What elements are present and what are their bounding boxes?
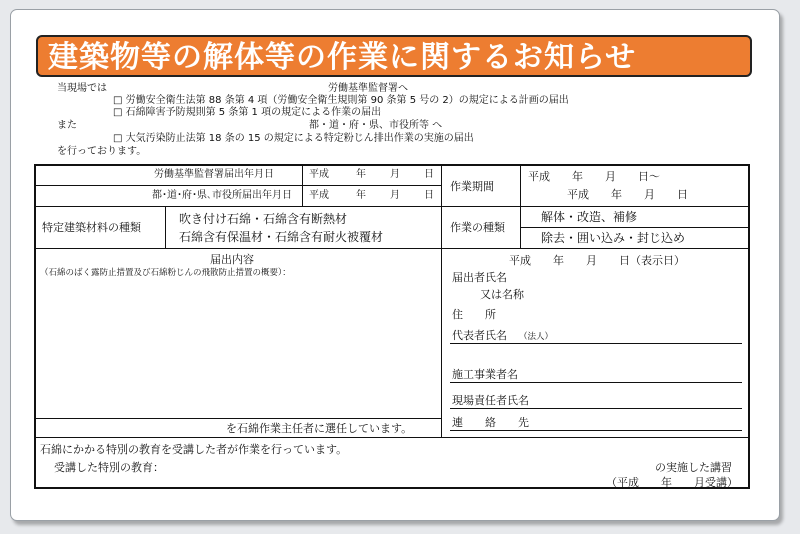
representative-line — [450, 343, 742, 344]
address-label: 住 所 — [452, 308, 496, 321]
work-type-label: 作業の種類 — [450, 221, 505, 234]
local-date-label: 都･道･府･県､市役所届出年月日 — [152, 190, 292, 201]
education-received-label: 受講した特別の教育： — [54, 461, 164, 474]
notice-title-banner: 建築物等の解体等の作業に関するお知らせ — [36, 35, 752, 77]
info-table — [34, 164, 750, 489]
local-date-year: 年 — [356, 190, 366, 201]
notice-closing: を行っております。 — [57, 146, 147, 157]
work-type-option-1: 解体・改造、補修 — [541, 210, 638, 224]
column-divider — [302, 166, 303, 206]
notice-recipient-local: 都・道・府・県、市役所等 へ — [309, 120, 443, 131]
labor-date-label: 労働基準監督署届出年月日 — [154, 169, 274, 180]
row-divider — [36, 185, 442, 186]
representative-label: 代表者氏名 — [452, 329, 507, 342]
material-type-line-2: 石綿含有保温材・石綿含有耐火被覆材 — [179, 230, 384, 244]
contact-line — [450, 430, 742, 431]
column-divider — [441, 166, 442, 437]
work-period-end: 平成 年 月 日 — [567, 188, 688, 201]
local-date-day: 日 — [424, 190, 434, 201]
notification-contents-subtitle: （石綿のばく露防止措置及び石綿粉じんの飛散防止措置の概要）： — [40, 268, 291, 278]
contact-label: 連 絡 先 — [452, 416, 529, 429]
or-name-label: 又は名称 — [480, 288, 524, 301]
contractor-label: 施工事業者名 — [452, 368, 518, 381]
notice-checkbox-1: □ 労働安全衛生法第 88 条第 4 項（労働安全衛生規則第 90 条第 5 号の 2）の規定による計画の届出 — [113, 95, 569, 106]
course-provider-label: の実施した講習 — [655, 461, 732, 474]
labor-date-month: 月 — [390, 169, 400, 180]
column-divider — [165, 206, 166, 248]
column-divider — [520, 166, 521, 248]
course-date: （平成 年 月受講） — [606, 476, 738, 489]
notice-intro: 当現場では — [57, 83, 107, 94]
notice-recipient-labor: 労働基準監督署へ — [328, 83, 408, 94]
supervisor-statement: を石綿作業主任者に選任しています。 — [226, 422, 413, 435]
work-period-start: 平成 年 月 日〜 — [528, 170, 660, 183]
notice-checkbox-3: □ 大気汚染防止法第 18 条の 15 の規定による特定粉じん排出作業の実施の届出 — [113, 133, 474, 144]
labor-date-year: 年 — [356, 169, 366, 180]
applicant-name-label: 届出者氏名 — [452, 271, 507, 284]
local-date-era: 平成 — [309, 190, 329, 201]
notification-contents-title: 届出内容 — [210, 253, 254, 266]
site-manager-line — [450, 408, 742, 409]
corporation-note: （法人） — [519, 332, 554, 342]
row-divider — [36, 248, 749, 249]
notice-also: また — [57, 120, 77, 131]
display-date: 平成 年 月 日（表示日） — [509, 254, 685, 267]
labor-date-era: 平成 — [309, 169, 329, 180]
contractor-line — [450, 382, 742, 383]
material-type-label: 特定建築材料の種類 — [42, 221, 141, 234]
row-divider — [36, 206, 749, 207]
work-period-label: 作業期間 — [450, 180, 494, 193]
row-divider — [520, 227, 749, 228]
work-type-option-2: 除去・囲い込み・封じ込め — [541, 231, 686, 245]
site-manager-label: 現場責任者氏名 — [452, 394, 529, 407]
notice-checkbox-2: □ 石綿障害予防規則第 5 条第 1 項の規定による作業の届出 — [113, 107, 382, 118]
local-date-month: 月 — [390, 190, 400, 201]
material-type-line-1: 吹き付け石綿・石綿含有断熱材 — [179, 212, 348, 226]
education-statement: 石綿にかかる特別の教育を受講した者が作業を行っています。 — [40, 443, 348, 456]
row-divider — [36, 418, 442, 419]
row-divider — [36, 437, 749, 438]
labor-date-day: 日 — [424, 169, 434, 180]
